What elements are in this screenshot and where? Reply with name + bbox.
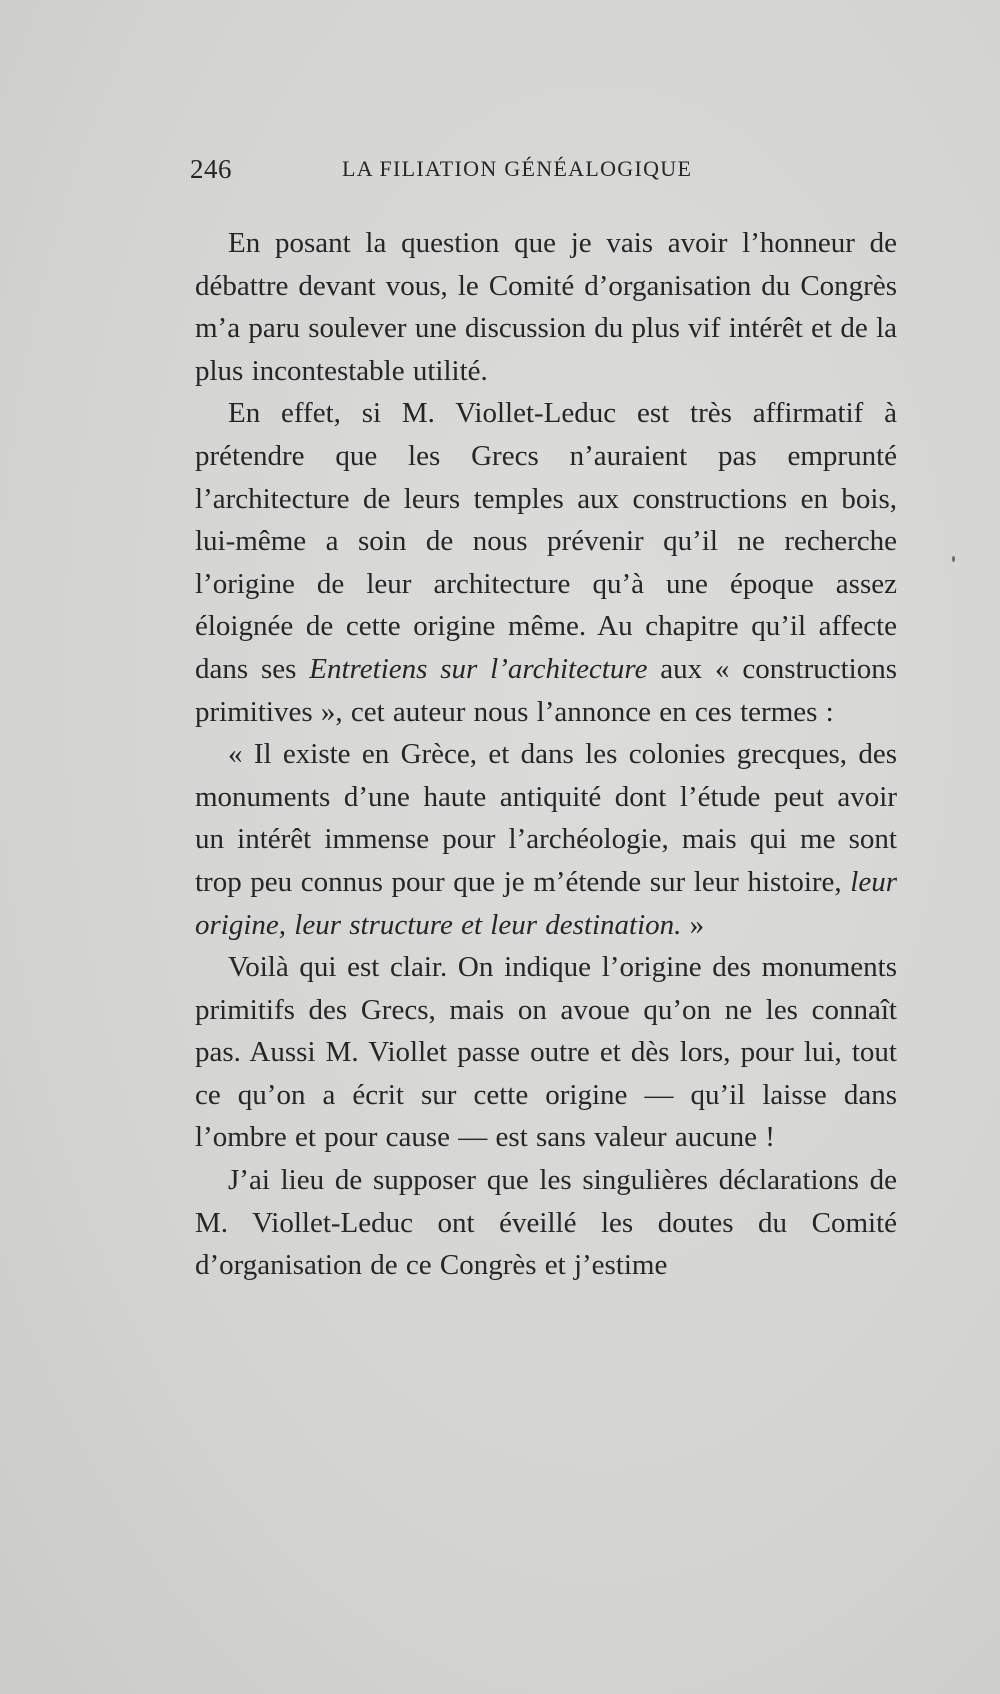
paragraph-4-text: Voilà qui est clair. On indique l’origine des monuments primitifs des Grecs, mais on avoue qu’on ne les connaît pas. Aussi M. Viollet passe outre et dès lors, pour lui, tout ce qu’on a écrit sur cette origine — qu’il laisse dans l’ombre et pour cause — est sans valeur aucune ! (195, 951, 897, 1154)
paragraph-3-italic-phrase: leur origine, leur structure et leur destination. (195, 865, 897, 941)
page-number: 246 (190, 154, 232, 184)
print-speck (952, 556, 955, 562)
paragraph-1-text: En posant la question que je vais avoir l’honneur de débattre devant vous, le Comité d’organisation du Congrès m’a paru soulever une discussion du plus vif intérêt et de la plus incontestable utilité. (195, 227, 897, 387)
paragraph-2-text-after: aux « constructions primitives », cet auteur nous l’annonce en ces termes : (195, 652, 897, 728)
paragraph-3-text-after: » (681, 908, 705, 941)
paragraph-5-text: J’ai lieu de supposer que les singulières déclarations de M. Viollet-Leduc ont éveillé les doutes du Comité d’organisation de ce Congrès et j’estime (195, 1164, 897, 1282)
paragraph-3-text-before: « Il existe en Grèce, et dans les colonies grecques, des monuments d’une haute antiquité dont l’étude peut avoir un intérêt immense pour l’archéologie, mais qui me sont trop peu connus pour que je m’étende sur leur histoire, (195, 738, 897, 898)
body-text (195, 222, 897, 1287)
paragraph-1 (195, 222, 897, 392)
paragraph-2-text-before: En effet, si M. Viollet-Leduc est très affirmatif à prétendre que les Grecs n’auraient pas emprunté l’architecture de leurs temples aux constructions en bois, lui-même a soin de nous prévenir qu’il ne recherche l’origine de leur architecture qu’à une époque assez éloignée de cette origine même. Au chapitre qu’il affecte dans ses (195, 397, 897, 685)
paragraph-2 (195, 392, 897, 733)
paragraph-5 (195, 1159, 897, 1287)
paragraph-3-quotation (195, 733, 897, 946)
paragraph-2-italic-title: Entretiens sur l’architecture (309, 652, 648, 685)
paragraph-4 (195, 946, 897, 1159)
page-header (190, 150, 910, 190)
running-title: LA FILIATION GÉNÉALOGIQUE (342, 156, 693, 181)
